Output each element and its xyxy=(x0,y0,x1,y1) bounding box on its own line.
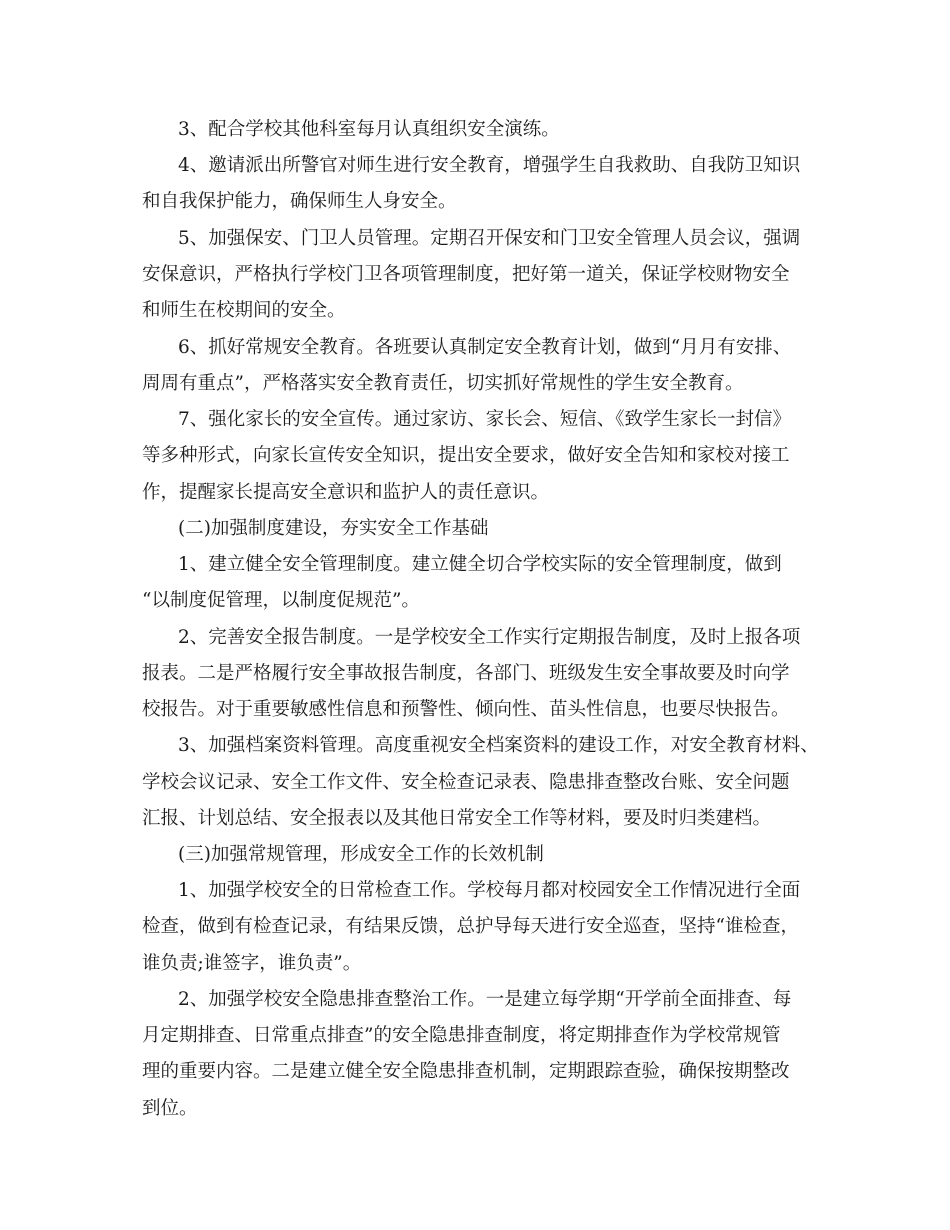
paragraph-line: 检查，做到有检查记录，有结果反馈，总护导每天进行安全巡查，坚持“谁检查， xyxy=(142,916,799,937)
paragraph-line: 和师生在校期间的安全。 xyxy=(142,300,346,321)
paragraph-line: 1、加强学校安全的日常检查工作。学校每月都对校园安全工作情况进行全面 xyxy=(178,880,801,901)
paragraph-line: 2、完善安全报告制度。一是学校安全工作实行定期报告制度，及时上报各项 xyxy=(178,627,801,648)
paragraph-line: 报表。二是严格履行安全事故报告制度，各部门、班级发生安全事故要及时向学 xyxy=(142,663,790,684)
paragraph-line: 等多种形式，向家长宣传安全知识，提出安全要求，做好安全告知和家校对接工 xyxy=(142,445,790,466)
paragraph-line: 月定期排查、日常重点排查”的安全隐患排查制度，将定期排查作为学校常规管 xyxy=(142,1025,781,1046)
paragraph-line: “以制度促管理，以制度促规范”。 xyxy=(142,590,420,611)
paragraph-line: 谁负责;谁签字，谁负责”。 xyxy=(142,953,362,974)
paragraph-line: 安保意识，严格执行学校门卫各项管理制度，把好第一道关，保证学校财物安全 xyxy=(142,264,790,285)
paragraph-line: 3、配合学校其他科室每月认真组织安全演练。 xyxy=(178,119,560,140)
paragraph-line: 7、强化家长的安全宣传。通过家访、家长会、短信、《致学生家长一封信》 xyxy=(178,409,792,430)
paragraph-line: 理的重要内容。二是建立健全安全隐患排查机制，定期跟踪查验，确保按期整改 xyxy=(142,1061,790,1082)
paragraph-line: 5、加强保安、门卫人员管理。定期召开保安和门卫安全管理人员会议，强调 xyxy=(178,228,801,249)
section-heading: (二)加强制度建设，夯实安全工作基础 xyxy=(178,518,489,539)
paragraph-line: 学校会议记录、安全工作文件、安全检查记录表、隐患排查整改台账、安全问题 xyxy=(142,772,790,793)
section-heading: (三)加强常规管理，形成安全工作的长效机制 xyxy=(178,844,544,865)
paragraph-line: 和自我保护能力，确保师生人身安全。 xyxy=(142,191,457,212)
paragraph-line: 3、加强档案资料管理。高度重视安全档案资料的建设工作，对安全教育材料、 xyxy=(178,735,819,756)
paragraph-line: 6、抓好常规安全教育。各班要认真制定安全教育计划，做到“月月有安排、 xyxy=(178,337,792,358)
paragraph-line: 1、建立健全安全管理制度。建立健全切合学校实际的安全管理制度，做到 xyxy=(178,554,782,575)
paragraph-line: 汇报、计划总结、安全报表以及其他日常安全工作等材料，要及时归类建档。 xyxy=(142,808,772,829)
paragraph-line: 作，提醒家长提高安全意识和监护人的责任意识。 xyxy=(142,482,550,503)
paragraph-line: 周周有重点”，严格落实安全教育责任，切实抓好常规性的学生安全教育。 xyxy=(142,373,744,394)
paragraph-line: 2、加强学校安全隐患排查整治工作。一是建立每学期“开学前全面排查、每 xyxy=(178,989,792,1010)
paragraph-line: 4、邀请派出所警官对师生进行安全教育，增强学生自我救助、自我防卫知识 xyxy=(178,155,801,176)
paragraph-line: 校报告。对于重要敏感性信息和预警性、倾向性、苗头性信息，也要尽快报告。 xyxy=(142,699,790,720)
paragraph-line: 到位。 xyxy=(142,1098,198,1119)
